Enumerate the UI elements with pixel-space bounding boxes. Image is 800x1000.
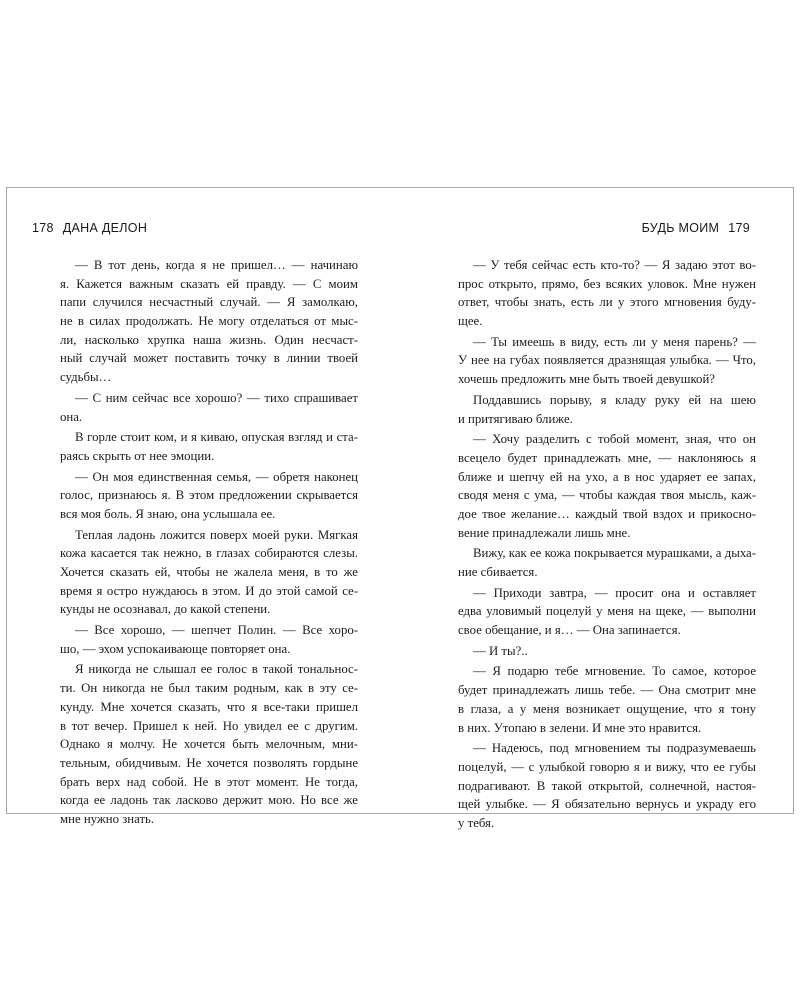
left-page [7, 188, 399, 826]
text-line: Хочется сказать ей, чтобы не жалела меня, в то же [60, 565, 358, 579]
text-line: хочешь предложить мне быть твоей девушкой? [458, 372, 715, 387]
text-line: она. [60, 409, 83, 424]
text-line: свое обещание, и я… — Она запинается. [458, 623, 681, 638]
text-line: будет принадлежать лишь тебе. — Она смотрит мне [458, 683, 756, 698]
text-line: судьбы… [60, 370, 112, 385]
book-spread [6, 187, 794, 830]
text-line: дое твое желание… каждый твой вздох и прикосно- [458, 506, 756, 521]
text-line: Я никогда не слышал ее голос в такой тональнос- [75, 662, 358, 677]
text-line: кунду. Мне хочется сказать, что я все-таки пришел [60, 699, 358, 714]
text-line: голос, признаюсь я. В этом предложении скрывается [60, 488, 358, 503]
paragraph [458, 544, 756, 581]
paragraph [60, 660, 358, 828]
paragraph [458, 739, 756, 832]
text-line: ближе и шепчу ей на ухо, а в нос ударяет ее запах, [458, 469, 756, 484]
left-page-number: 178 [32, 221, 54, 235]
paragraph [60, 468, 358, 524]
text-line: — В тот день, когда я не пришел… — начинаю [75, 258, 358, 272]
text-line: шо, — эхом успокаивающе повторяет она. [60, 641, 291, 656]
left-page-text [60, 256, 358, 831]
text-line: всецело будет принадлежать мне, — наклоняюсь я [458, 450, 756, 465]
text-line: — Ты имеешь в виду, есть ли у меня парень? — [473, 334, 756, 349]
paragraph [458, 333, 756, 389]
text-line: ти. Он никогда не был таким родным, как в эту се- [60, 681, 358, 696]
text-line: ли, насколько хрупка наша жизнь. Один несчаст- [60, 332, 358, 347]
text-line: — У тебя сейчас есть кто-то? — Я задаю этот во- [473, 258, 756, 272]
paragraph [458, 256, 756, 331]
text-line: тельным, обидчивым. Не хочется позволять гордыне [60, 755, 358, 770]
text-line: у тебя. [458, 815, 495, 830]
right-running-head: БУДЬ МОИМ [641, 221, 720, 235]
right-page-header [642, 221, 750, 235]
right-page-number: 179 [728, 221, 750, 235]
text-line: не в силах продолжать. Не могу отделаться от мыс- [60, 314, 358, 329]
text-line: Однако я молчу. Не хочется быть мелочным, мни- [60, 737, 358, 752]
text-line: щей улыбке. — Я обязательно вернусь и украду его [458, 797, 756, 812]
text-line: время я остро нуждаюсь в этом. И до этой самой се- [60, 583, 358, 598]
paragraph [458, 662, 756, 737]
text-line: — Он моя единственная семья, — обретя наконец [75, 469, 358, 484]
text-line: и притягиваю ближе. [458, 411, 573, 426]
text-line: когда ее ладонь так ласково держит мою. Но все же [60, 793, 358, 808]
text-line: — И ты?.. [473, 643, 528, 658]
text-line: — С ним сейчас все хорошо? — тихо спрашивает [75, 390, 358, 405]
paragraph [458, 430, 756, 542]
paragraph [458, 584, 756, 640]
text-line: поцелуй, — с улыбкой говорю я и вижу, что ее губы [458, 759, 756, 774]
paragraph [60, 428, 358, 465]
text-line: кунды не осознавал, до какой степени. [60, 602, 271, 617]
text-line: ответ, чтобы знать, есть ли у этого мгновения буду- [458, 295, 756, 310]
text-line: ный случай может поставить точку в линии твоей [60, 351, 358, 366]
text-line: я. Кажется важным сказать ей правду. — С моим [60, 276, 358, 291]
paragraph [458, 642, 756, 661]
paragraph [458, 391, 756, 428]
text-line: едва уловимый поцелуй у меня на щеке, — выполни [458, 604, 756, 619]
text-line: — Все хорошо, — шепчет Полин. — Все хоро- [75, 623, 358, 638]
text-line: в глаза, а у меня возникает ощущение, что я тону [458, 701, 756, 716]
text-line: брать верх над собой. Не в этот момент. Не тогда, [60, 774, 358, 789]
text-line: раясь скрыть от нее эмоции. [60, 448, 215, 463]
text-line: папи случился несчастный случай. — Я замолкаю, [60, 295, 358, 310]
text-line: В горле стоит ком, и я киваю, опуская взгляд и ста- [75, 430, 358, 445]
text-line: подрагивают. В такой открытой, солнечной, настоя- [458, 778, 756, 793]
text-line: сводя меня с ума, — чтобы каждая твоя мысль, каж- [458, 488, 756, 503]
paragraph [60, 256, 358, 387]
left-page-header [32, 221, 147, 235]
text-line: вся моя боль. Я знаю, она услышала ее. [60, 506, 276, 521]
text-line: в тот вечер. Пришел к ней. Но увидел ее с другим. [60, 718, 358, 733]
text-line: щее. [458, 314, 483, 329]
text-line: Теплая ладонь ложится поверх моей руки. Мягкая [75, 527, 358, 542]
text-line: — Я подарю тебе мгновение. То самое, которое [473, 664, 756, 679]
text-line: мне нужно знать. [60, 811, 155, 826]
paragraph [60, 621, 358, 658]
text-line: ние сбивается. [458, 565, 538, 579]
text-line: Поддавшись порыву, я кладу руку ей на шею [473, 392, 756, 407]
left-running-head: ДАНА ДЕЛОН [62, 221, 148, 235]
right-page-text [458, 256, 756, 835]
right-page [399, 188, 793, 830]
text-line: — Приходи завтра, — просит она и оставляет [473, 585, 756, 600]
text-line: прос открыто, прямо, без всяких уловок. Мне нужен [458, 276, 756, 291]
text-line: Вижу, как ее кожа покрывается мурашками, а дыха- [473, 546, 756, 561]
paragraph [60, 389, 358, 426]
text-line: вение принадлежали лишь мне. [458, 525, 631, 540]
text-line: в них. Утопаю в зелени. И мне это нравится. [458, 720, 702, 735]
paragraph [60, 526, 358, 619]
text-line: — Хочу разделить с тобой момент, зная, что он [473, 432, 756, 447]
text-line: У нее на губах появляется дразнящая улыбка. — Что, [458, 353, 756, 368]
text-line: — Надеюсь, под мгновением ты подразумеваешь [473, 741, 756, 756]
text-line: кожа касается так нежно, в глазах собираются слезы. [60, 546, 358, 561]
